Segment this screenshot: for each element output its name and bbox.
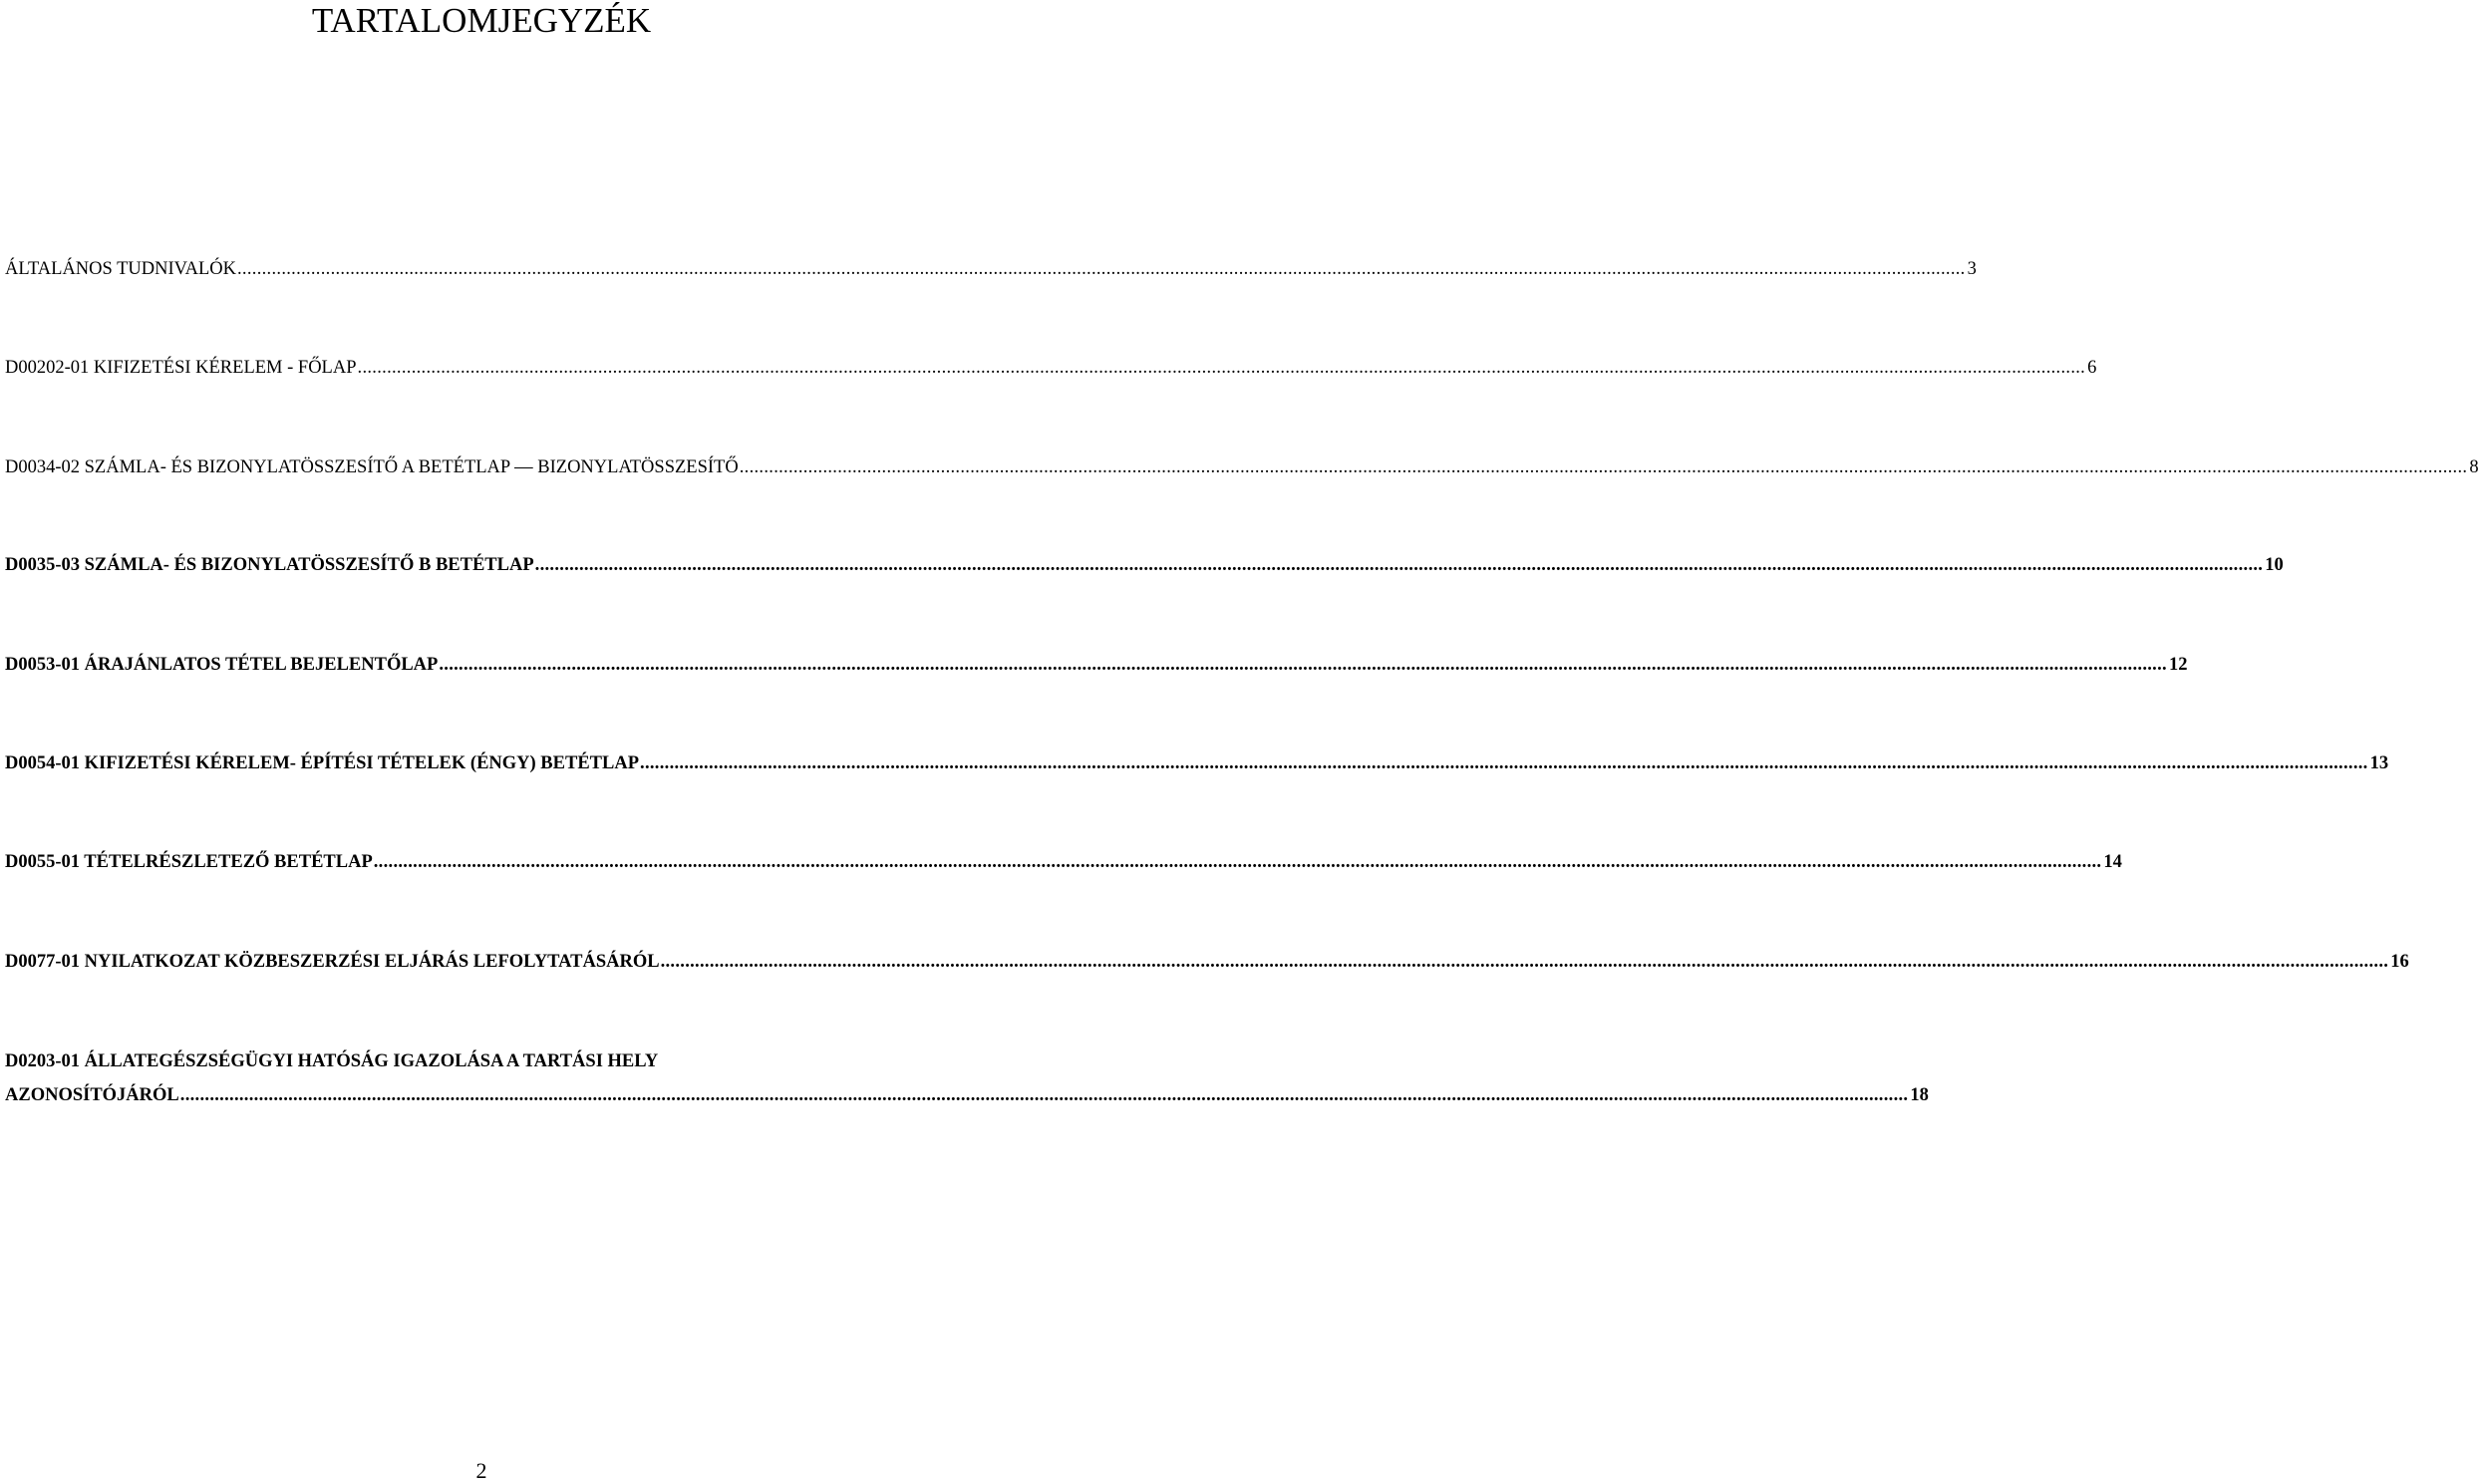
toc-page-number: 8 xyxy=(2469,457,2479,477)
toc-entry-d0055[interactable] xyxy=(5,850,2122,874)
toc-entry-line2 xyxy=(5,1083,1929,1107)
toc-leader-dots xyxy=(661,950,2389,974)
toc-leader-dots xyxy=(535,553,2264,577)
toc-page-number: 6 xyxy=(2087,358,2097,378)
toc-leader-dots xyxy=(358,356,2086,380)
toc-entry-text: D0053-01 ÁRAJÁNLATOS TÉTEL BEJELENTŐLAP xyxy=(5,655,439,675)
toc-entry-altalanos[interactable] xyxy=(5,257,1977,281)
toc-entry-d0054[interactable] xyxy=(5,751,2389,775)
toc-entry-d0053[interactable] xyxy=(5,653,2188,677)
toc-page-number: 14 xyxy=(2103,852,2122,872)
toc-page-number: 3 xyxy=(1967,259,1977,279)
toc-entry-text: D0035-03 SZÁMLA- ÉS BIZONYLATÖSSZESÍTŐ B BETÉTLAP xyxy=(5,555,534,575)
toc-entry-d00202[interactable] xyxy=(5,356,2097,380)
toc-entry-text: D0054-01 KIFIZETÉSI KÉRELEM- ÉPÍTÉSI TÉTELEK (ÉNGY) BETÉTLAP xyxy=(5,753,640,773)
toc-entry-text-line1: D0203-01 ÁLLATEGÉSZSÉGÜGYI HATÓSÁG IGAZOLÁSA A TARTÁSI HELY xyxy=(5,1051,659,1071)
toc-entry-d0035[interactable] xyxy=(5,553,2284,577)
toc-leader-dots xyxy=(374,850,2102,874)
toc-entry-text: D00202-01 KIFIZETÉSI KÉRELEM - FŐLAP xyxy=(5,358,357,378)
toc-leader-dots xyxy=(740,455,2468,479)
toc-page-number: 10 xyxy=(2265,555,2284,575)
page-title: TARTALOMJEGYZÉK xyxy=(311,1,652,40)
toc-entry-d0203[interactable] xyxy=(5,1049,1929,1107)
toc-leader-dots xyxy=(439,653,2167,677)
toc-leader-dots xyxy=(640,751,2368,775)
toc-entry-d0034[interactable] xyxy=(5,455,2479,479)
toc-page-number: 16 xyxy=(2390,952,2409,972)
page-number: 2 xyxy=(475,1458,487,1483)
toc-entry-text: ÁLTALÁNOS TUDNIVALÓK xyxy=(5,259,236,279)
toc-entry-text: D0055-01 TÉTELRÉSZLETEZŐ BETÉTLAP xyxy=(5,852,373,872)
toc-page-number: 12 xyxy=(2168,655,2188,675)
toc-leader-dots xyxy=(237,257,1966,281)
toc-entry-text: D0077-01 NYILATKOZAT KÖZBESZERZÉSI ELJÁRÁS LEFOLYTATÁSÁRÓL xyxy=(5,952,660,972)
toc-entry-d0077[interactable] xyxy=(5,950,2409,974)
toc-entry-text: D0034-02 SZÁMLA- ÉS BIZONYLATÖSSZESÍTŐ A BETÉTLAP — BIZONYLATÖSSZESÍTŐ xyxy=(5,457,739,477)
toc-page-number: 18 xyxy=(1910,1085,1929,1105)
toc-page-number: 13 xyxy=(2369,753,2389,773)
toc-leader-dots xyxy=(180,1083,1909,1107)
toc-entry-text-line2: AZONOSÍTÓJÁRÓL xyxy=(5,1085,179,1105)
